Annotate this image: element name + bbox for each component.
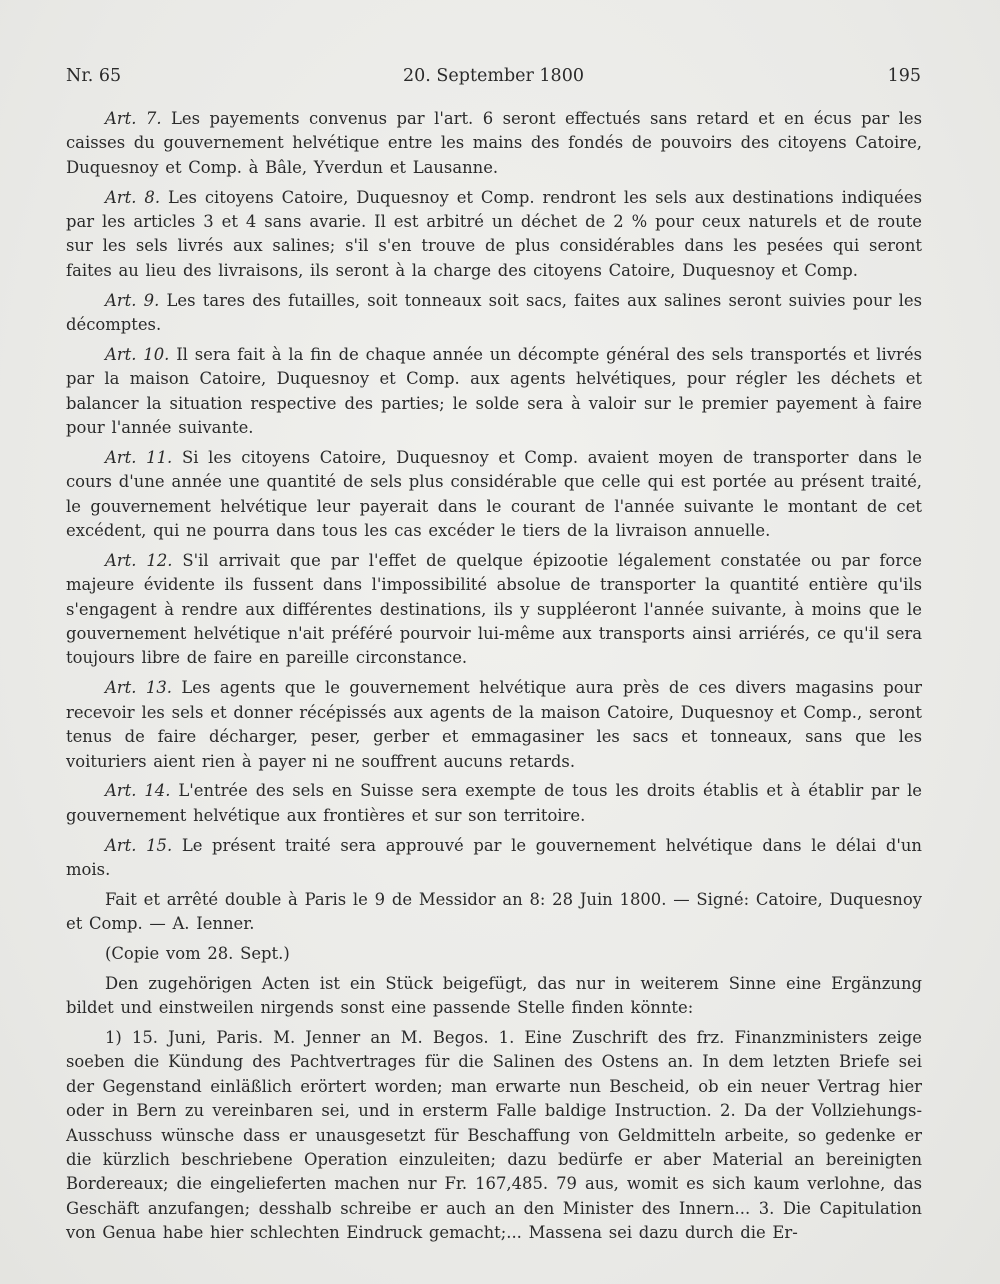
paragraph-text: Il sera fait à la fin de chaque année un décompte général des sels transportés et livrés par la maison Catoire, Duquesnoy et Comp. aux agents helvétiques, pour régler les déchets et balancer la situation respective des parties; le solde sera à valoir sur le premier payement à faire pour l'année suivante. xyxy=(66,344,922,438)
paragraph-art-14 xyxy=(66,779,922,828)
paragraph-text: Fait et arrêté double à Paris le 9 de Messidor an 8: 28 Juin 1800. — Signé: Catoire, Duquesnoy et Comp. — A. Ienner. xyxy=(66,889,922,934)
paragraph-text: Le présent traité sera approuvé par le gouvernement helvétique dans le délai d'un mois. xyxy=(66,835,922,879)
paragraph-acts-note xyxy=(66,972,922,1021)
paragraph-art-8 xyxy=(66,186,922,284)
header-date: 20. September 1800 xyxy=(403,66,584,86)
paragraph-text: S'il arrivait que par l'effet de quelque épizootie légalement constatée ou par force majeure évidente ils fussent dans l'impossibilité absolue de transporter la quantité entière qu'ils s'engagent à rendre aux différentes destinations, ils y suppléeront l'année suivante, à moins que le gouvernement helvétique n'ait préféré pourvoir lui-même aux transports ainsi arriérés, ce qu'il sera toujours libre de faire en pareille circonstance. xyxy=(66,550,922,668)
paragraph-copy-note xyxy=(66,942,922,966)
paragraph-text: Les tares des futailles, soit tonneaux soit sacs, faites aux salines seront suivies pour les décomptes. xyxy=(66,290,922,335)
paragraph-text: Den zugehörigen Acten ist ein Stück beigefügt, das nur in weiterem Sinne eine Ergänzung bildet und einstweilen nirgends sonst eine passende Stelle finden könnte: xyxy=(66,973,922,1018)
page-number: 195 xyxy=(887,66,921,86)
article-label: Art. 11. xyxy=(105,447,173,467)
article-label: Art. 10. xyxy=(105,344,170,364)
paragraph-letter xyxy=(66,1026,922,1246)
paragraph-art-10 xyxy=(66,343,922,441)
article-label: Art. 8. xyxy=(105,187,161,207)
document-number: Nr. 65 xyxy=(66,66,122,86)
paragraph-art-15 xyxy=(66,834,922,883)
paragraph-text: Si les citoyens Catoire, Duquesnoy et Comp. avaient moyen de transporter dans le cours d'une année une quantité de sels plus considérable que celle qui est portée au présent traité, le gouvernement helvétique leur payerait dans le courant de l'année suivante le montant de cet excédent, qui ne pourra dans tous les cas excéder le tiers de la livraison annuelle. xyxy=(66,447,922,541)
paragraph-text: Les citoyens Catoire, Duquesnoy et Comp. rendront les sels aux destinations indiquées par les articles 3 et 4 sans avarie. Il est arbitré un déchet de 2 % pour ceux naturels et de route sur les sels livrés aux salines; s'il s'en trouve de plus considérables dans les pesées qui seront faites au lieu des livraisons, ils seront à la charge des citoyens Catoire, Duquesnoy et Comp. xyxy=(66,187,922,280)
paragraph-signature xyxy=(66,888,922,937)
paragraph-text: Les payements convenus par l'art. 6 seront effectués sans retard et en écus par les caisses du gouvernement helvétique entre les mains des fondés de pouvoirs des citoyens Catoire, Duquesnoy et Comp. à Bâle, Yverdun et Lausanne. xyxy=(66,109,922,177)
paragraph-art-9 xyxy=(66,289,922,338)
paragraph-art-7 xyxy=(66,107,922,180)
article-label: Art. 14. xyxy=(105,781,171,801)
paragraph-art-11 xyxy=(66,446,922,544)
paragraph-text: Les agents que le gouvernement helvétique aura près de ces divers magasins pour recevoir les sels et donner récépissés aux agents de la maison Catoire, Duquesnoy et Comp., seront tenus de faire décharger, peser, gerber et emmagasiner les sacs et tonneaux, sans que les voituriers aient rien à payer ni ne souffrent aucuns retards. xyxy=(66,678,923,771)
paragraph-art-12 xyxy=(66,549,922,671)
paragraph-text: L'entrée des sels en Suisse sera exempte de tous les droits établis et à établir par le gouvernement helvétique aux frontières et sur son territoire. xyxy=(66,781,923,825)
article-label: Art. 15. xyxy=(105,835,173,855)
paragraph-text: (Copie vom 28. Sept.) xyxy=(105,943,290,963)
paragraph-text: 1) 15. Juni, Paris. M. Jenner an M. Begos. 1. Eine Zuschrift des frz. Finanzministers zeige soeben die Kündung des Pachtvertrages für die Salinen des Ostens an. In dem letzten Briefe sei der Gegenstand einläßlich erörtert worden; man erwarte nun Bescheid, ob ein neuer Vertrag hier oder in Bern zu vereinbaren sei, und in ersterm Falle baldige Instruction. 2. Da der Vollziehungs-Ausschuss wünsche dass er unausgesetzt für Beschaffung von Geldmitteln arbeite, so gedenke er die kürzlich beschriebene Operation einzuleiten; dazu bedürfe er aber Material an bereinigten Bordereaux; die eingelieferten machen nur Fr. 167,485. 79 aus, womit es sich kaum verlohne, das Geschäft anzufangen; desshalb schreibe er auch an den Minister des Innern... 3. Die Capitulation von Genua habe hier schlechten Eindruck gemacht;... Massena sei dazu durch die Er- xyxy=(66,1027,922,1243)
paragraph-art-13 xyxy=(66,676,922,774)
page-header xyxy=(66,66,921,96)
article-label: Art. 12. xyxy=(105,550,173,570)
article-label: Art. 7. xyxy=(105,109,162,128)
article-label: Art. 13. xyxy=(105,678,172,698)
article-label: Art. 9. xyxy=(105,290,160,310)
page-body xyxy=(66,107,922,1251)
